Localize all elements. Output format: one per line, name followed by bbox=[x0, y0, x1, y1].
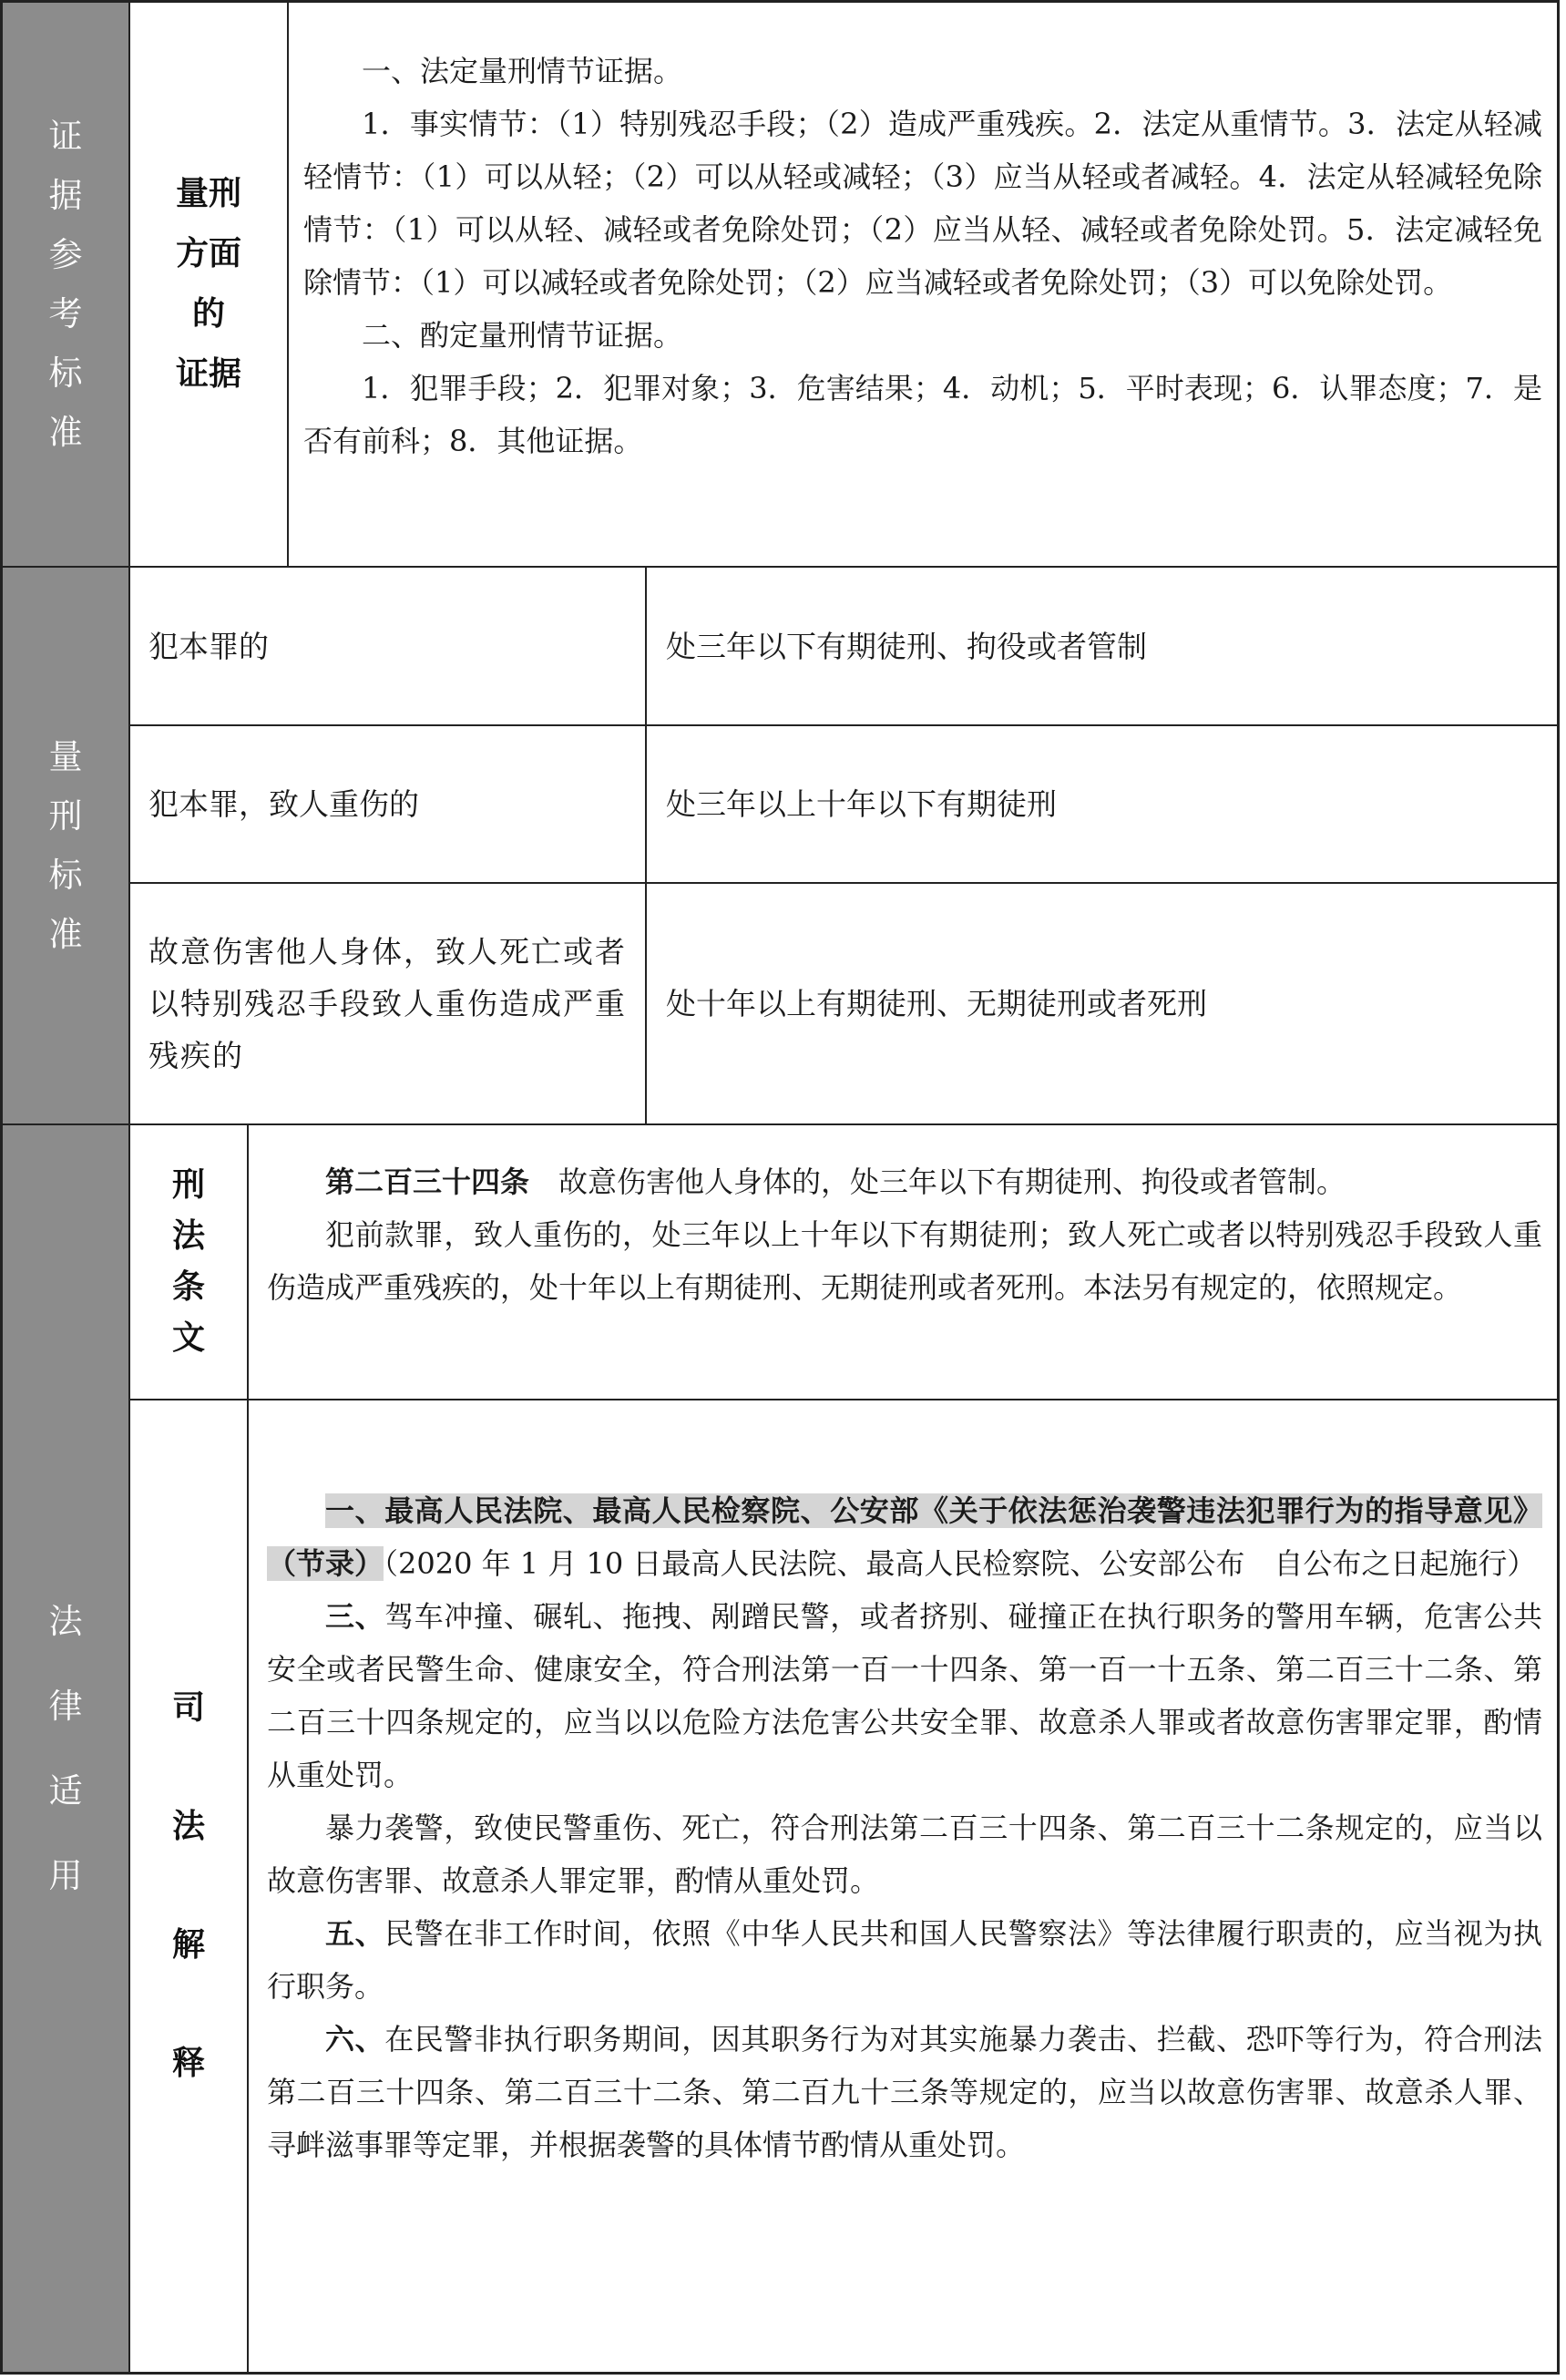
sentencing-condition: 犯本罪的 bbox=[148, 628, 269, 664]
document-note: （2020 年 1 月 10 日最高人民法院、最高人民检察院、公安部公布 自公布之日起施行） bbox=[384, 1546, 1537, 1581]
paragraph: 一、法定量刑情节证据。 bbox=[362, 54, 683, 88]
judicial-sublabel bbox=[130, 1400, 247, 2372]
section-band-evidence bbox=[3, 3, 128, 566]
band-char: 法 bbox=[48, 1602, 83, 1641]
band-char: 用 bbox=[48, 1856, 83, 1895]
paragraph: 1．事实情节：（1）特别残忍手段；（2）造成严重残疾。2．法定从重情节。3．法定从轻减轻情节：（1）可以从轻；（2）可以从轻或减轻；（3）应当从轻或者减轻。4．法定从轻减轻免除情节：（1）可以从轻、减轻或者免除处罚；（2）应当从轻、减轻或者免除处罚。5．法定减轻免除情节：（1）可以减轻或者免除处罚；（2）应当减轻或者免除处罚；（3）可以免除处罚。 bbox=[303, 107, 1542, 300]
clause-number: 三、 bbox=[325, 1599, 385, 1634]
clause-text: 在民警非执行职务期间，因其职务行为对其实施暴力袭击、拦截、恐吓等行为，符合刑法第二百三十四条、第二百三十二条、第二百九十三条等规定的，应当以故意伤害罪、故意杀人罪、寻衅滋事罪等定罪，并根据袭警的具体情节酌情从重处罚。 bbox=[267, 2022, 1542, 2162]
paragraph bbox=[267, 1590, 1542, 1801]
col-divider bbox=[645, 566, 647, 1123]
sentencing-penalty: 处三年以下有期徒刑、拘役或者管制 bbox=[666, 628, 1147, 664]
band-char: 量 bbox=[48, 737, 83, 776]
band-char: 准 bbox=[48, 915, 83, 954]
sublabel-line: 量刑 bbox=[175, 175, 241, 212]
paragraph bbox=[267, 1907, 1542, 2013]
criminal-law-text bbox=[267, 1155, 1542, 1314]
sublabel-line: 的 bbox=[191, 295, 225, 333]
article-text: 故意伤害他人身体的，处三年以下有期徒刑、拘役或者管制。 bbox=[558, 1164, 1346, 1199]
col-divider bbox=[247, 1123, 249, 2372]
band-char: 刑 bbox=[48, 796, 83, 836]
sublabel-line: 刑 bbox=[171, 1166, 205, 1204]
band-char: 证 bbox=[48, 117, 83, 156]
paragraph bbox=[267, 2013, 1542, 2171]
paragraph: 暴力袭警，致使民警重伤、死亡，符合刑法第二百三十四条、第二百三十二条规定的，应当以故意伤害罪、故意杀人罪定罪，酌情从重处罚。 bbox=[267, 1811, 1542, 1898]
band-char: 参 bbox=[48, 235, 83, 274]
sublabel-line: 条 bbox=[171, 1268, 205, 1306]
band-char: 适 bbox=[48, 1771, 83, 1811]
band-char: 考 bbox=[48, 294, 83, 333]
band-char: 律 bbox=[48, 1687, 83, 1726]
evidence-text bbox=[303, 45, 1542, 467]
sentencing-condition: 故意伤害他人身体，致人死亡或者以特别残忍手段致人重伤造成严重残疾的 bbox=[148, 934, 627, 1073]
clause-text: 驾车冲撞、碾轧、拖拽、剐蹭民警，或者挤别、碰撞正在执行职务的警用车辆，危害公共安全或者民警生命、健康安全，符合刑法第一百一十四条、第一百一十五条、第二百三十二条、第二百三十四条规定的，应当以以危险方法危害公共安全罪、故意杀人罪或者故意伤害罪定罪，酌情从重处罚。 bbox=[267, 1599, 1542, 1792]
band-char: 标 bbox=[48, 856, 83, 895]
judicial-text bbox=[267, 1484, 1542, 2171]
clause-text: 民警在非工作时间，依照《中华人民共和国人民警察法》等法律履行职责的，应当视为执行职务。 bbox=[267, 1916, 1542, 2004]
document-title: 一、最高人民法院、最高人民检察院、公安部《关于依法惩治袭警违法犯罪行为的指导意见》（节录） bbox=[267, 1493, 1542, 1581]
sublabel-line: 方面 bbox=[175, 235, 241, 272]
section-band-law bbox=[3, 1125, 128, 2372]
clause-number: 六、 bbox=[325, 2022, 385, 2057]
evidence-sublabel bbox=[130, 3, 287, 566]
paragraph: 二、酌定量刑情节证据。 bbox=[362, 318, 683, 353]
article-number: 第二百三十四条 bbox=[325, 1164, 530, 1199]
clause-number: 五、 bbox=[325, 1916, 385, 1951]
paragraph bbox=[267, 1155, 1542, 1208]
band-char: 准 bbox=[48, 413, 83, 452]
criminal-law-sublabel bbox=[130, 1125, 247, 1399]
row-divider bbox=[128, 1399, 1557, 1400]
col-divider bbox=[287, 3, 289, 566]
section-band-sentencing bbox=[3, 568, 128, 1123]
band-char: 标 bbox=[48, 354, 83, 393]
sublabel-line: 解 bbox=[171, 1926, 205, 1964]
sublabel-line: 证据 bbox=[175, 355, 241, 393]
sentencing-penalty: 处十年以上有期徒刑、无期徒刑或者死刑 bbox=[666, 986, 1207, 1021]
sentencing-penalty: 处三年以上十年以下有期徒刑 bbox=[666, 786, 1057, 822]
sublabel-line: 法 bbox=[171, 1808, 205, 1845]
band-char: 据 bbox=[48, 176, 83, 215]
paragraph: 犯前款罪，致人重伤的，处三年以上十年以下有期徒刑；致人死亡或者以特别残忍手段致人重伤造成严重残疾的，处十年以上有期徒刑、无期徒刑或者死刑。本法另有规定的，依照规定。 bbox=[267, 1217, 1542, 1305]
sublabel-line: 司 bbox=[171, 1689, 205, 1727]
sentencing-condition: 犯本罪，致人重伤的 bbox=[148, 786, 419, 822]
paragraph: 1．犯罪手段；2．犯罪对象；3．危害结果；4．动机；5．平时表现；6．认罪态度；7．是否有前科；8．其他证据。 bbox=[303, 371, 1542, 458]
sublabel-line: 文 bbox=[171, 1319, 205, 1357]
sublabel-line: 法 bbox=[171, 1217, 205, 1255]
paragraph bbox=[267, 1484, 1542, 1590]
sublabel-line: 释 bbox=[171, 2045, 205, 2082]
